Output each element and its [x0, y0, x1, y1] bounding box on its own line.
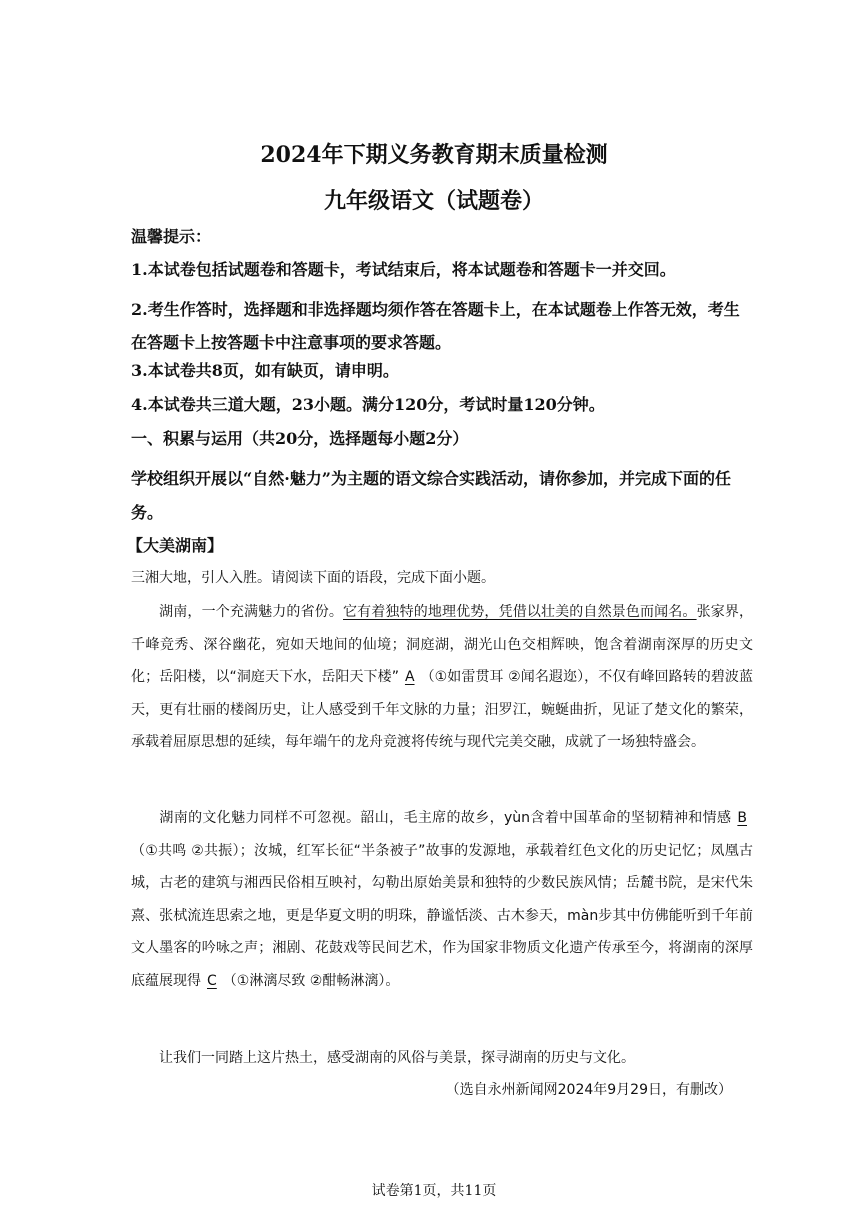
p1-text-c: （①如雷贯耳 ②闻名遐迩），不仅有峰回路转的碧波蓝天，更有壮丽的楼阁历史，让人感受到千年文脉的力量；汨罗江，蜿蜒曲折，见证了楚文化的繁荣，承载着屈原思想的延续，每年端午的龙舟竞渡将传统与现代完美交融，成就了一场独特盛会。: [131, 669, 753, 751]
p1-text-a: 湖南，一个充满魅力的省份。: [159, 604, 343, 620]
blank-b: B: [737, 810, 747, 826]
passage-paragraph-2: [131, 802, 753, 998]
notice-heading: 温馨提示：: [131, 227, 212, 246]
p2-text-a: 湖南的文化魅力同样不可忽视。韶山，毛主席的故乡，yùn含着中国革命的坚韧精神和情感: [159, 810, 732, 826]
section-intro: 学校组织开展以“自然·魅力”为主题的语文综合实践活动，请你参加，并完成下面的任务。: [131, 469, 731, 522]
page-number-footer: 试卷第1页，共11页: [371, 1183, 497, 1199]
blank-a: A: [404, 669, 415, 686]
exam-title: 2024年下期义务教育期末质量检测: [260, 142, 608, 168]
p1-text-b: 张家界，千峰竞秀、深谷幽花，宛如天地间的仙境；洞庭湖，湖光山色交相辉映，饱含着湖南深厚的历史文化；岳阳楼，以“洞庭天下水，岳阳天下楼”: [131, 604, 754, 686]
blank-c: C: [207, 972, 217, 989]
passage-paragraph-1: [131, 596, 753, 759]
passage-paragraph-3: [131, 1042, 753, 1075]
p1-underlined-sentence: 它有着独特的地理优势，凭借以壮美的自然景色而闻名。: [343, 604, 697, 620]
notice-item-3: 3.本试卷共8页，如有缺页，请申明。: [131, 361, 399, 380]
notice-item-4: 4.本试卷共三道大题，23小题。满分120分，考试时量120分钟。: [131, 395, 605, 414]
p3-text: 让我们一同踏上这片热土，感受湖南的风俗与美景，探寻湖南的历史与文化。: [159, 1050, 635, 1066]
passage-source: （选自永州新闻网2024年9月29日，有删改）: [445, 1082, 732, 1098]
notice-item-2: 2.考生作答时，选择题和非选择题均须作答在答题卡上，在本试题卷上作答无效，考生在答题卡上按答题卡中注意事项的要求答题。: [131, 300, 740, 352]
section-heading: 一、积累与运用（共20分，选择题每小题2分）: [131, 429, 469, 448]
subsection-title: 【大美湖南】: [127, 536, 224, 555]
reading-instruction: 三湘大地，引人入胜。请阅读下面的语段，完成下面小题。: [131, 570, 495, 586]
notice-item-1: 1.本试卷包括试题卷和答题卡，考试结束后，将本试题卷和答题卡一并交回。: [131, 260, 676, 279]
p2-text-b: （①共鸣 ②共振）；汝城，红军长征“半条被子”故事的发源地，承载着红色文化的历史记忆；凤凰古城，古老的建筑与湘西民俗相互映衬，勾勒出原始美景和独特的少数民族风情；岳麓书院，是宋代朱熹、张栻流连思索之地，更是华夏文明的明珠，静谧恬淡、古木参天，màn步其中仿佛能听到千年前文人墨客的吟咏之声；湘剧、花鼓戏等民间艺术，作为国家非物质文化遗产传承至今，将湖南的深厚底蕴展现得: [131, 842, 753, 989]
p2-text-c: （①淋漓尽致 ②酣畅淋漓）。: [222, 972, 400, 989]
exam-subtitle: 九年级语文（试题卷）: [323, 188, 544, 214]
